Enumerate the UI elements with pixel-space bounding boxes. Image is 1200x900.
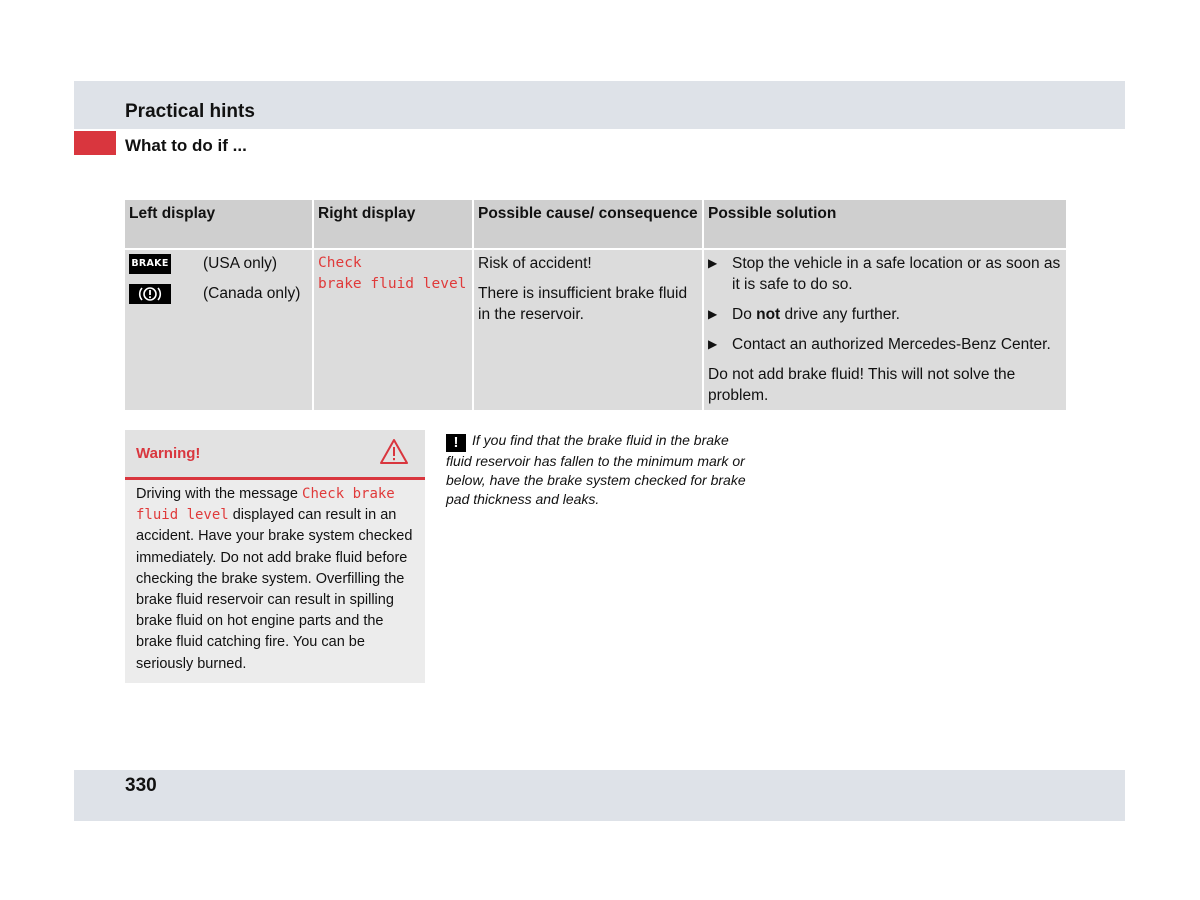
right-display-cell: [313, 249, 473, 410]
cause-cell: [473, 249, 703, 410]
warning-header: [125, 430, 425, 480]
warning-triangle-icon: [379, 438, 409, 470]
column-header-cause: Possible cause/ consequence: [473, 200, 703, 249]
bullet-arrow-icon: ▶: [708, 337, 718, 351]
brake-warning-lamp-icon: BRAKE: [129, 254, 171, 274]
column-header-left-display: Left display: [125, 200, 313, 249]
lamp-row-canada: [129, 283, 308, 304]
bullet-arrow-icon: ▶: [708, 307, 718, 321]
note-text: If you find that the brake fluid in the brake fluid reservoir has fallen to the minimum mark or below, have the brake system checked for brake pad thickness and leaks.: [446, 432, 746, 507]
cause-text-2: There is insufficient brake fluid in the reservoir.: [478, 285, 688, 323]
solution-step-text-pre: Do: [732, 306, 757, 323]
solution-step: [708, 334, 1062, 355]
solution-cell: [703, 249, 1066, 410]
page-number: 330: [125, 775, 157, 796]
lamp-note-usa: (USA only): [203, 255, 278, 272]
bullet-arrow-icon: ▶: [708, 256, 718, 270]
column-header-right-display: Right display: [313, 200, 473, 249]
column-header-solution: Possible solution: [703, 200, 1066, 249]
solution-step-text-post: drive any further.: [780, 306, 900, 323]
subsection-title: What to do if ...: [125, 136, 247, 155]
warning-display-message: Check brake fluid level: [136, 486, 395, 524]
brake-warning-lamp-canada-icon: [129, 284, 171, 304]
solution-step-text: Contact an authorized Mercedes-Benz Center.: [732, 336, 1051, 353]
warning-label: Warning!: [136, 445, 201, 462]
solution-step-text: [732, 304, 900, 325]
left-display-cell: [125, 249, 313, 410]
solution-step: [708, 253, 1062, 295]
cause-text-1: Risk of accident!: [478, 255, 592, 272]
solution-step: [708, 304, 1062, 325]
section-marker-tab: [74, 131, 116, 155]
solution-step-text-bold: not: [756, 306, 781, 323]
display-message-line2: brake fluid level: [318, 276, 467, 292]
display-message-line1: Check: [318, 255, 362, 271]
note-block: [446, 431, 746, 508]
table-header-row: [125, 200, 1066, 249]
lamp-row-usa: [129, 253, 308, 274]
lamp-note-canada: (Canada only): [203, 285, 301, 302]
warning-text-pre: Driving with the message: [136, 486, 303, 502]
warning-box: [125, 430, 425, 683]
section-title: Practical hints: [125, 101, 255, 122]
solution-note: Do not add brake fluid! This will not solve the problem.: [708, 366, 1016, 404]
solution-step-text: Stop the vehicle in a safe location or as soon as it is safe to do so.: [732, 255, 1061, 293]
exclamation-icon: !: [446, 434, 466, 452]
warning-text: [125, 480, 425, 675]
table-row: [125, 249, 1066, 410]
display-message-table: [125, 200, 1066, 410]
footer-band: [74, 770, 1125, 821]
warning-text-post: displayed can result in an accident. Have your brake system checked immediately. Do not add brake fluid before checking the brake system. Overfilling the brake fluid reservoir can result in spilling brake fluid on hot engine parts and the brake fluid catching fire. You can be seriously burned.: [136, 507, 413, 672]
